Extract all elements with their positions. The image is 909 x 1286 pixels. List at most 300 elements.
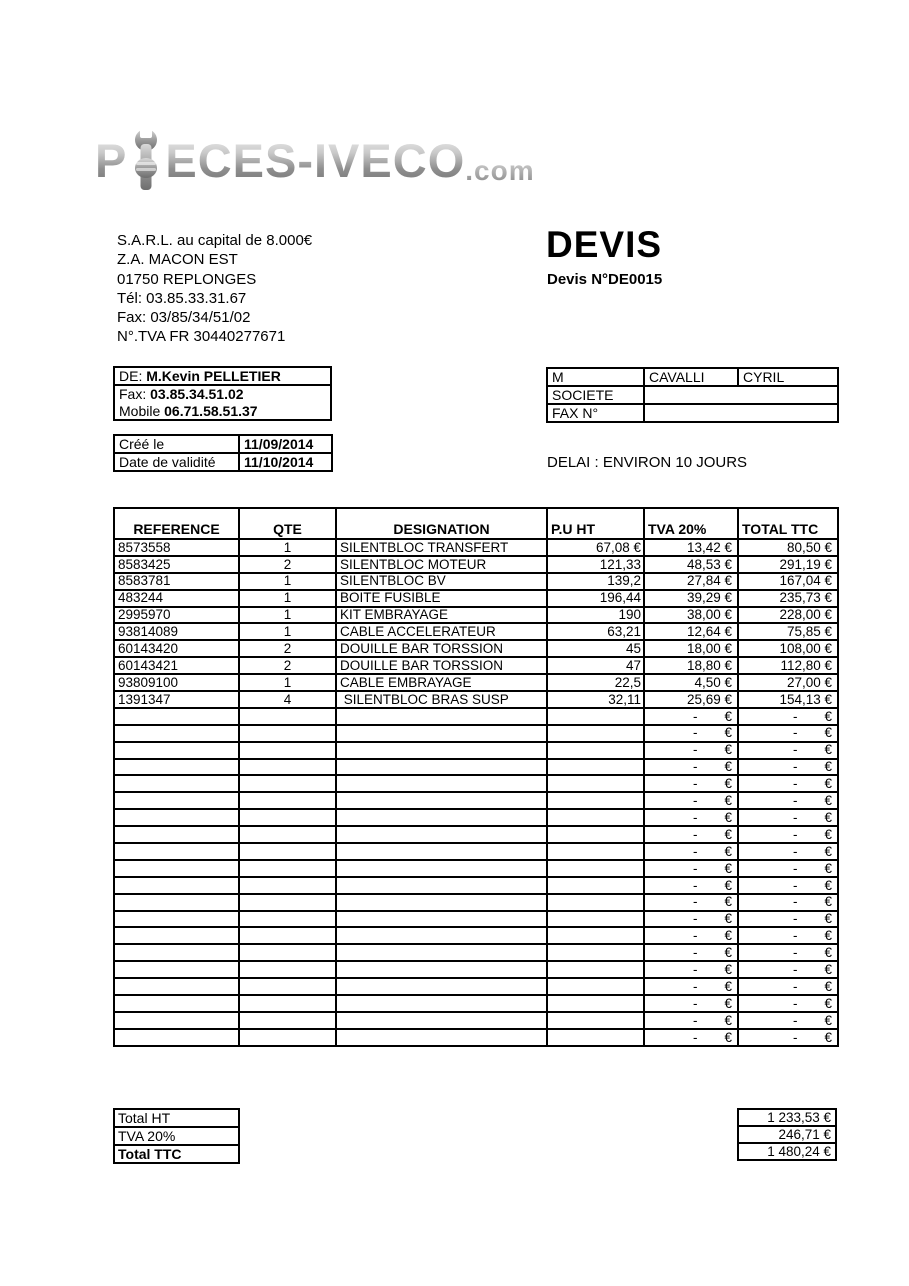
item-unit-price: 190 — [547, 607, 644, 624]
empty-vat-cell — [644, 775, 738, 792]
empty-qty-cell — [239, 826, 336, 843]
item-unit-price: 67,08 € — [547, 539, 644, 556]
empty-amount — [645, 811, 732, 825]
totals-value-row — [738, 1109, 836, 1126]
empty-designation-cell — [336, 809, 547, 826]
item-total: 27,00 € — [738, 674, 838, 691]
empty-vat-cell — [644, 927, 738, 944]
euro-sign: € — [824, 978, 832, 994]
sender-mobile-row — [114, 403, 331, 421]
dash-placeholder: - — [792, 793, 798, 809]
empty-total-cell — [738, 961, 838, 978]
empty-amount — [739, 980, 832, 994]
dash-placeholder: - — [692, 708, 698, 724]
empty-vat-cell — [644, 894, 738, 911]
item-qty: 1 — [239, 539, 336, 556]
euro-sign: € — [724, 877, 732, 893]
euro-sign: € — [824, 776, 832, 792]
dash-placeholder: - — [792, 742, 798, 758]
euro-sign: € — [724, 725, 732, 741]
item-row — [114, 640, 838, 657]
euro-sign: € — [724, 759, 732, 775]
empty-vat-cell — [644, 843, 738, 860]
euro-sign: € — [824, 945, 832, 961]
euro-sign: € — [724, 843, 732, 859]
item-designation: SILENTBLOC TRANSFERT — [336, 539, 547, 556]
empty-reference-cell — [114, 708, 239, 725]
item-row — [114, 607, 838, 624]
empty-designation-cell — [336, 894, 547, 911]
totals-label-row — [114, 1109, 239, 1127]
empty-vat-cell — [644, 792, 738, 809]
empty-qty-cell — [239, 961, 336, 978]
empty-unit-price-cell — [547, 725, 644, 742]
created-date-label: Créé le — [114, 435, 239, 453]
euro-sign: € — [824, 860, 832, 876]
empty-vat-cell — [644, 911, 738, 928]
dash-placeholder: - — [792, 725, 798, 741]
empty-designation-cell — [336, 759, 547, 776]
client-cell — [644, 386, 838, 404]
euro-sign: € — [724, 945, 732, 961]
euro-sign: € — [724, 826, 732, 842]
empty-reference-cell — [114, 792, 239, 809]
item-reference: 1391347 — [114, 691, 239, 708]
item-reference: 8573558 — [114, 539, 239, 556]
item-designation: BOITE FUSIBLE — [336, 590, 547, 607]
items-header-vat: TVA 20% — [644, 508, 738, 539]
empty-unit-price-cell — [547, 759, 644, 776]
empty-designation-cell — [336, 826, 547, 843]
empty-amount — [739, 963, 832, 977]
empty-amount — [739, 912, 832, 926]
dash-placeholder: - — [792, 911, 798, 927]
empty-amount — [739, 1031, 832, 1045]
empty-total-cell — [738, 775, 838, 792]
item-total: 108,00 € — [738, 640, 838, 657]
empty-amount — [739, 794, 832, 808]
item-total: 154,13 € — [738, 691, 838, 708]
logo-domain-suffix: .com — [465, 157, 534, 190]
empty-unit-price-cell — [547, 944, 644, 961]
company-vat-line: N°.TVA FR 30440277671 — [117, 328, 286, 346]
item-unit-price: 45 — [547, 640, 644, 657]
empty-item-row — [114, 860, 838, 877]
sender-mobile-cell — [114, 403, 331, 421]
dash-placeholder: - — [692, 928, 698, 944]
empty-qty-cell — [239, 809, 336, 826]
item-reference: 93814089 — [114, 623, 239, 640]
item-vat: 38,00 € — [644, 607, 738, 624]
empty-reference-cell — [114, 995, 239, 1012]
empty-total-cell — [738, 742, 838, 759]
empty-amount — [645, 777, 732, 791]
empty-designation-cell — [336, 995, 547, 1012]
empty-designation-cell — [336, 927, 547, 944]
empty-reference-cell — [114, 911, 239, 928]
empty-qty-cell — [239, 792, 336, 809]
empty-designation-cell — [336, 792, 547, 809]
empty-total-cell — [738, 911, 838, 928]
empty-item-row — [114, 995, 838, 1012]
company-city-line: 01750 REPLONGES — [117, 270, 257, 288]
dash-placeholder: - — [792, 776, 798, 792]
empty-unit-price-cell — [547, 1012, 644, 1029]
items-header-designation: DESIGNATION — [336, 508, 547, 539]
empty-reference-cell — [114, 877, 239, 894]
pieces-iveco-logo — [95, 122, 535, 190]
empty-amount — [645, 980, 732, 994]
item-reference: 483244 — [114, 590, 239, 607]
item-reference: 60143421 — [114, 657, 239, 674]
empty-unit-price-cell — [547, 708, 644, 725]
euro-sign: € — [724, 860, 732, 876]
item-qty: 2 — [239, 657, 336, 674]
dash-placeholder: - — [692, 776, 698, 792]
dash-placeholder: - — [692, 826, 698, 842]
sender-mobile-label: Mobile — [119, 402, 165, 419]
client-cell: CYRIL — [738, 368, 838, 386]
item-vat: 48,53 € — [644, 556, 738, 573]
empty-vat-cell — [644, 826, 738, 843]
empty-total-cell — [738, 1029, 838, 1046]
dash-placeholder: - — [692, 725, 698, 741]
empty-amount — [739, 1014, 832, 1028]
dash-placeholder: - — [792, 877, 798, 893]
euro-sign: € — [824, 928, 832, 944]
empty-unit-price-cell — [547, 911, 644, 928]
quote-number: Devis N°DE0015 — [547, 271, 663, 288]
empty-item-row — [114, 708, 838, 725]
empty-total-cell — [738, 708, 838, 725]
empty-total-cell — [738, 1012, 838, 1029]
empty-reference-cell — [114, 1029, 239, 1046]
empty-amount — [645, 710, 732, 724]
empty-amount — [645, 760, 732, 774]
empty-amount — [739, 777, 832, 791]
dash-placeholder: - — [792, 978, 798, 994]
item-row — [114, 657, 838, 674]
dash-placeholder: - — [792, 945, 798, 961]
item-unit-price: 196,44 — [547, 590, 644, 607]
sender-fax-row — [114, 385, 331, 403]
item-unit-price: 22,5 — [547, 674, 644, 691]
empty-total-cell — [738, 826, 838, 843]
empty-reference-cell — [114, 826, 239, 843]
empty-item-row — [114, 944, 838, 961]
item-vat: 25,69 € — [644, 691, 738, 708]
item-vat: 18,80 € — [644, 657, 738, 674]
item-reference: 8583425 — [114, 556, 239, 573]
empty-item-row — [114, 843, 838, 860]
item-designation: CABLE ACCELERATEUR — [336, 623, 547, 640]
empty-amount — [739, 997, 832, 1011]
empty-total-cell — [738, 995, 838, 1012]
sender-fax-label: Fax: — [119, 386, 151, 403]
item-qty: 1 — [239, 623, 336, 640]
empty-total-cell — [738, 860, 838, 877]
totals-values-box — [737, 1108, 837, 1161]
empty-qty-cell — [239, 860, 336, 877]
items-header-row — [114, 508, 838, 539]
empty-designation-cell — [336, 961, 547, 978]
euro-sign: € — [824, 995, 832, 1011]
dash-placeholder: - — [692, 945, 698, 961]
empty-amount — [645, 879, 732, 893]
totals-value-row — [738, 1126, 836, 1143]
empty-designation-cell — [336, 708, 547, 725]
item-designation: DOUILLE BAR TORSSION — [336, 657, 547, 674]
empty-designation-cell — [336, 860, 547, 877]
empty-qty-cell — [239, 843, 336, 860]
empty-designation-cell — [336, 725, 547, 742]
dash-placeholder: - — [792, 759, 798, 775]
euro-sign: € — [824, 708, 832, 724]
empty-qty-cell — [239, 1029, 336, 1046]
sender-name: M.Kevin PELLETIER — [146, 368, 281, 384]
sender-de-label: DE: — [119, 368, 147, 384]
items-header-reference: REFERENCE — [114, 508, 239, 539]
empty-designation-cell — [336, 877, 547, 894]
empty-item-row — [114, 978, 838, 995]
empty-unit-price-cell — [547, 927, 644, 944]
empty-vat-cell — [644, 944, 738, 961]
totals-label-row — [114, 1145, 239, 1163]
item-qty: 1 — [239, 590, 336, 607]
empty-amount — [739, 743, 832, 757]
client-table — [546, 367, 839, 423]
empty-unit-price-cell — [547, 860, 644, 877]
totals-value: 246,71 € — [738, 1126, 836, 1143]
empty-designation-cell — [336, 1029, 547, 1046]
item-row — [114, 674, 838, 691]
euro-sign: € — [824, 894, 832, 910]
empty-vat-cell — [644, 995, 738, 1012]
empty-reference-cell — [114, 843, 239, 860]
totals-value-row — [738, 1143, 836, 1160]
euro-sign: € — [724, 1012, 732, 1028]
empty-unit-price-cell — [547, 1029, 644, 1046]
euro-sign: € — [724, 809, 732, 825]
sender-name-row — [114, 367, 331, 385]
empty-item-row — [114, 1029, 838, 1046]
empty-reference-cell — [114, 961, 239, 978]
empty-item-row — [114, 792, 838, 809]
wrench-icon — [128, 128, 164, 200]
item-designation: SILENTBLOC MOTEUR — [336, 556, 547, 573]
empty-amount — [739, 879, 832, 893]
dash-placeholder: - — [692, 911, 698, 927]
euro-sign: € — [724, 911, 732, 927]
euro-sign: € — [724, 708, 732, 724]
empty-amount — [739, 710, 832, 724]
empty-unit-price-cell — [547, 843, 644, 860]
empty-designation-cell — [336, 843, 547, 860]
empty-reference-cell — [114, 944, 239, 961]
euro-sign: € — [824, 793, 832, 809]
empty-qty-cell — [239, 725, 336, 742]
item-row — [114, 573, 838, 590]
empty-item-row — [114, 1012, 838, 1029]
euro-sign: € — [724, 894, 732, 910]
dash-placeholder: - — [692, 995, 698, 1011]
dash-placeholder: - — [792, 995, 798, 1011]
empty-total-cell — [738, 809, 838, 826]
euro-sign: € — [824, 877, 832, 893]
created-date-row — [114, 435, 332, 453]
sender-fax-cell — [114, 385, 331, 403]
empty-reference-cell — [114, 742, 239, 759]
empty-reference-cell — [114, 775, 239, 792]
empty-vat-cell — [644, 1029, 738, 1046]
euro-sign: € — [724, 961, 732, 977]
item-reference: 60143420 — [114, 640, 239, 657]
empty-total-cell — [738, 843, 838, 860]
empty-item-row — [114, 826, 838, 843]
company-capital-line: S.A.R.L. au capital de 8.000€ — [117, 232, 313, 249]
validity-date-value: 11/10/2014 — [239, 453, 332, 471]
item-qty: 1 — [239, 573, 336, 590]
dash-placeholder: - — [692, 961, 698, 977]
empty-item-row — [114, 809, 838, 826]
dash-placeholder: - — [692, 860, 698, 876]
euro-sign: € — [724, 978, 732, 994]
empty-unit-price-cell — [547, 877, 644, 894]
item-vat: 4,50 € — [644, 674, 738, 691]
empty-amount — [645, 912, 732, 926]
item-designation: SILENTBLOC BV — [336, 573, 547, 590]
empty-vat-cell — [644, 961, 738, 978]
sender-mobile-number: 06.71.58.51.37 — [164, 402, 258, 419]
items-table-body — [114, 539, 838, 1046]
empty-amount — [739, 929, 832, 943]
empty-reference-cell — [114, 725, 239, 742]
empty-qty-cell — [239, 742, 336, 759]
totals-value: 1 233,53 € — [738, 1109, 836, 1126]
item-qty: 4 — [239, 691, 336, 708]
euro-sign: € — [824, 1012, 832, 1028]
empty-total-cell — [738, 725, 838, 742]
empty-vat-cell — [644, 725, 738, 742]
item-total: 112,80 € — [738, 657, 838, 674]
dash-placeholder: - — [692, 793, 698, 809]
empty-qty-cell — [239, 1012, 336, 1029]
empty-amount — [645, 726, 732, 740]
empty-total-cell — [738, 792, 838, 809]
empty-unit-price-cell — [547, 995, 644, 1012]
euro-sign: € — [824, 759, 832, 775]
item-designation: SILENTBLOC BRAS SUSP — [336, 691, 547, 708]
item-row — [114, 556, 838, 573]
empty-qty-cell — [239, 978, 336, 995]
totals-label-row — [114, 1127, 239, 1145]
quote-title: DEVIS — [546, 224, 663, 265]
item-qty: 1 — [239, 607, 336, 624]
empty-qty-cell — [239, 708, 336, 725]
empty-item-row — [114, 877, 838, 894]
empty-qty-cell — [239, 894, 336, 911]
empty-amount — [645, 963, 732, 977]
empty-vat-cell — [644, 978, 738, 995]
delivery-delay-text: DELAI : ENVIRON 10 JOURS — [547, 454, 748, 471]
empty-reference-cell — [114, 759, 239, 776]
item-qty: 2 — [239, 640, 336, 657]
euro-sign: € — [824, 961, 832, 977]
empty-item-row — [114, 742, 838, 759]
dash-placeholder: - — [692, 1029, 698, 1045]
empty-unit-price-cell — [547, 792, 644, 809]
item-total: 228,00 € — [738, 607, 838, 624]
logo-letter-p: P — [95, 137, 127, 190]
empty-unit-price-cell — [547, 894, 644, 911]
client-cell: M — [547, 368, 644, 386]
item-row — [114, 623, 838, 640]
empty-unit-price-cell — [547, 826, 644, 843]
client-cell: CAVALLI — [644, 368, 738, 386]
empty-unit-price-cell — [547, 961, 644, 978]
dash-placeholder: - — [792, 708, 798, 724]
empty-qty-cell — [239, 877, 336, 894]
dash-placeholder: - — [792, 860, 798, 876]
items-header-qty: QTE — [239, 508, 336, 539]
dash-placeholder: - — [792, 826, 798, 842]
client-cell: SOCIETE — [547, 386, 644, 404]
item-row — [114, 691, 838, 708]
empty-vat-cell — [644, 860, 738, 877]
item-total: 80,50 € — [738, 539, 838, 556]
dash-placeholder: - — [792, 961, 798, 977]
empty-qty-cell — [239, 911, 336, 928]
item-unit-price: 121,33 — [547, 556, 644, 573]
empty-qty-cell — [239, 995, 336, 1012]
client-table-body — [547, 368, 838, 422]
item-unit-price: 47 — [547, 657, 644, 674]
empty-amount — [645, 743, 732, 757]
totals-label: Total HT — [114, 1109, 239, 1127]
empty-amount — [739, 811, 832, 825]
client-row — [547, 368, 838, 386]
item-vat: 13,42 € — [644, 539, 738, 556]
empty-total-cell — [738, 759, 838, 776]
empty-amount — [645, 862, 732, 876]
dash-placeholder: - — [792, 894, 798, 910]
client-cell: FAX N° — [547, 404, 644, 422]
empty-item-row — [114, 961, 838, 978]
item-reference: 2995970 — [114, 607, 239, 624]
empty-unit-price-cell — [547, 742, 644, 759]
euro-sign: € — [824, 911, 832, 927]
empty-vat-cell — [644, 759, 738, 776]
empty-vat-cell — [644, 742, 738, 759]
item-row — [114, 590, 838, 607]
empty-item-row — [114, 927, 838, 944]
item-vat: 27,84 € — [644, 573, 738, 590]
items-header-total: TOTAL TTC — [738, 508, 838, 539]
item-designation: DOUILLE BAR TORSSION — [336, 640, 547, 657]
company-address-line: Z.A. MACON EST — [117, 251, 238, 269]
euro-sign: € — [724, 928, 732, 944]
dash-placeholder: - — [792, 1029, 798, 1045]
company-phone-line: Tél: 03.85.33.31.67 — [117, 289, 247, 307]
empty-amount — [645, 1014, 732, 1028]
empty-amount — [645, 895, 732, 909]
empty-vat-cell — [644, 708, 738, 725]
sender-box — [113, 366, 332, 421]
empty-total-cell — [738, 978, 838, 995]
item-qty: 1 — [239, 674, 336, 691]
item-unit-price: 139,2 — [547, 573, 644, 590]
totals-label: Total TTC — [114, 1145, 239, 1163]
